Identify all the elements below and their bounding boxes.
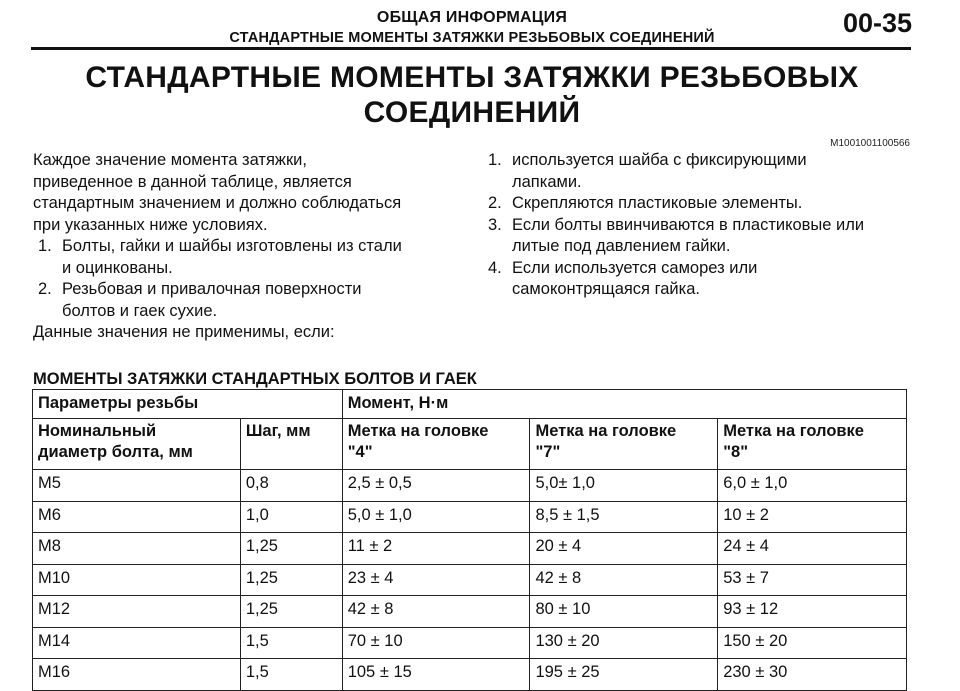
section-title: ОБЩАЯ ИНФОРМАЦИЯ [376,9,568,26]
table-title: МОМЕНТЫ ЗАТЯЖКИ СТАНДАРТНЫХ БОЛТОВ И ГАЕК [33,370,477,388]
page-number: 00-35 [842,8,912,38]
table-cell: 42 ± 8 [342,596,530,628]
table-column-header-row [33,419,907,470]
table-cell: 5,0 ± 1,0 [342,501,530,533]
page-title-line: СОЕДИНЕНИЙ [363,96,581,129]
table-cell: M5 [33,470,241,502]
table-group-header-row [33,390,907,419]
table-cell: 53 ± 7 [718,564,907,596]
exception-text [512,150,928,193]
exception-number: 3. [488,215,502,234]
header-line: "7" [535,443,561,461]
table-cell: 130 ± 20 [530,627,718,659]
intro-line: стандартным значением и должно соблюдаться [33,194,402,212]
table-cell: 23 ± 4 [342,564,530,596]
exception-line: используется шайба с фиксирующими [512,151,807,169]
table-cell: 1,25 [240,564,342,596]
header-line: диаметр болта, мм [38,443,193,461]
condition-line: Болты, гайки и шайбы изготовлены из стали [62,237,402,255]
diameter-column-header [33,419,241,470]
condition-number: 2. [38,280,52,298]
table-row [33,533,907,565]
intro-line: Каждое значение момента затяжки, [33,151,307,169]
table-cell: 150 ± 20 [718,627,907,659]
table-row [33,501,907,533]
condition-line: Резьбовая и привалочная поверхности [62,280,362,298]
table-row [33,627,907,659]
thread-params-header: Параметры резьбы [33,390,343,419]
exception-line: Если болты ввинчиваются в пластиковые или [512,215,865,234]
exception-text [512,193,928,215]
intro-text [33,150,473,236]
exception-item [488,258,928,301]
exception-line: Если используется саморез или [512,258,758,277]
exception-line: лапками. [512,172,582,191]
table-cell: 10 ± 2 [718,501,907,533]
table-cell: M6 [33,501,241,533]
table-row [33,470,907,502]
table-cell: 11 ± 2 [342,533,530,565]
table-cell: 80 ± 10 [530,596,718,628]
condition-line: болтов и гаек сухие. [62,301,218,320]
exception-item [488,150,928,193]
intro-column [33,150,473,344]
subsection-title: СТАНДАРТНЫЕ МОМЕНТЫ ЗАТЯЖКИ РЕЗЬБОВЫХ СОЕДИНЕНИЙ [229,30,715,46]
exception-text [512,258,928,301]
table-cell: M14 [33,627,241,659]
condition-text [62,279,473,322]
torque-table [32,389,907,691]
header-line: "4" [347,443,373,461]
mark7-column-header [530,419,718,470]
exception-number: 4. [488,258,502,277]
condition-number: 1. [38,237,52,255]
table-cell: 2,5 ± 0,5 [342,470,530,502]
torque-header: Момент, Н·м [342,390,906,419]
pitch-column-header: Шаг, мм [240,419,342,470]
table-cell: 42 ± 8 [530,564,718,596]
table-cell: 195 ± 25 [530,659,718,691]
table-cell: 1,5 [240,659,342,691]
table-row [33,564,907,596]
header-line: Метка на головке [535,422,677,440]
table-cell: M10 [33,564,241,596]
exception-number: 1. [488,151,502,169]
table-cell: 8,5 ± 1,5 [530,501,718,533]
not-applicable-text: Данные значения не применимы, если: [33,323,335,341]
table-cell: 1,25 [240,533,342,565]
exceptions-column [488,150,928,301]
condition-item [33,236,473,279]
intro-line: приведенное в данной таблице, является [33,172,352,191]
exception-line: самоконтрящаяся гайка. [512,280,700,298]
table-cell: 1,0 [240,501,342,533]
page-title-line: СТАНДАРТНЫЕ МОМЕНТЫ ЗАТЯЖКИ РЕЗЬБОВЫХ [85,61,859,94]
exception-text [512,215,928,258]
table-cell: M16 [33,659,241,691]
table-cell: 70 ± 10 [342,627,530,659]
header-line: Метка на головке [723,422,864,440]
document-code: M1001001100566 [830,138,910,149]
exception-item [488,215,928,258]
table-cell: 5,0± 1,0 [530,470,718,502]
mark4-column-header [342,419,530,470]
table-cell: 24 ± 4 [718,533,907,565]
table-cell: 0,8 [240,470,342,502]
table-cell: M8 [33,533,241,565]
table-row [33,596,907,628]
condition-line: и оцинкованы. [62,258,173,277]
exception-number: 2. [488,194,502,212]
table-cell: 1,25 [240,596,342,628]
header-line: "8" [723,443,749,461]
exception-item [488,193,928,215]
mark8-column-header [718,419,907,470]
header-line: Номинальный [38,422,157,440]
table-cell: 105 ± 15 [342,659,530,691]
table-cell: 93 ± 12 [718,596,907,628]
exception-line: Скрепляются пластиковые элементы. [512,194,803,212]
table-cell: 20 ± 4 [530,533,718,565]
header-rule [31,47,911,50]
exception-line: литые под давлением гайки. [512,237,731,255]
condition-text [62,236,473,279]
table-row [33,659,907,691]
page-title [0,60,944,130]
condition-item [33,279,473,322]
table-cell: 6,0 ± 1,0 [718,470,907,502]
table-cell: 1,5 [240,627,342,659]
table-cell: 230 ± 30 [718,659,907,691]
intro-line: при указанных ниже условиях. [33,215,268,234]
header-line: Метка на головке [347,422,489,440]
table-cell: M12 [33,596,241,628]
